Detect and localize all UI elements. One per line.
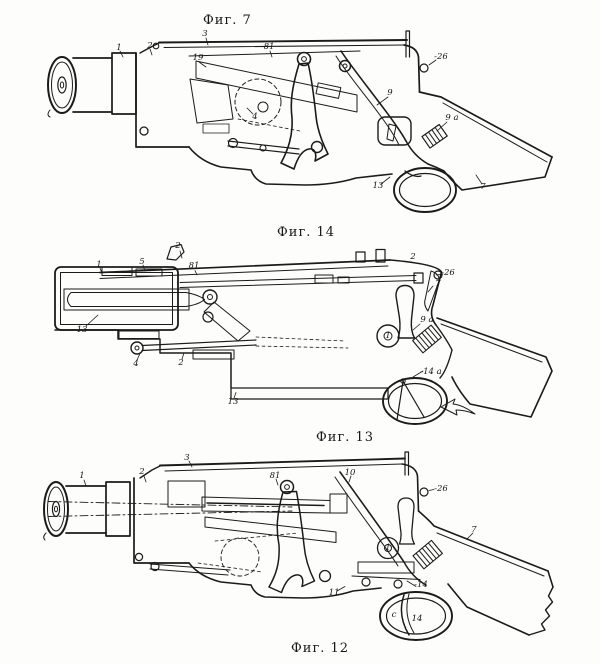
- serrated-thumb-piece: [422, 125, 447, 149]
- part-label-7: 7: [480, 181, 486, 192]
- receiver-top-rail: [100, 245, 423, 288]
- part-label-26: -26: [441, 267, 455, 278]
- part-label-81: 81: [263, 41, 275, 52]
- part-label-4: 4: [252, 111, 258, 122]
- part-label-9a: 9 a: [420, 314, 434, 325]
- part-label-3: 3: [184, 452, 190, 463]
- part-label-9a: 9 a: [445, 112, 459, 123]
- part-label-7: 7: [435, 278, 441, 289]
- barrel: [66, 482, 130, 536]
- part-label-4: 4: [133, 358, 139, 369]
- part-label-81: 81: [269, 470, 281, 481]
- trigger-guard: [394, 168, 456, 212]
- trigger-guard: [383, 378, 447, 424]
- part-label-9: 9: [387, 87, 393, 98]
- figure-12-artwork: [0, 445, 600, 664]
- figure-caption: Фиг. 7: [203, 13, 252, 28]
- part-label-1: 1: [96, 259, 102, 270]
- part-label-2: 2: [139, 466, 145, 477]
- barrel: [73, 53, 136, 114]
- recoil-spring: [413, 540, 442, 568]
- part-label-5: 5: [139, 256, 145, 267]
- part-label-13: 13: [372, 180, 384, 191]
- part-label-2: 2: [175, 240, 181, 251]
- part-label-10: 10: [344, 467, 356, 478]
- part-label-13: 13: [76, 324, 88, 335]
- part-label-26: -26: [434, 483, 448, 494]
- part-label-2: 2: [410, 251, 416, 262]
- part-label-2: 2: [147, 40, 153, 51]
- leader-lines: [120, 38, 482, 184]
- part-label-1: 1: [116, 42, 122, 53]
- part-label-14a: -14 a: [420, 366, 442, 377]
- part-label-7: 7: [471, 524, 477, 535]
- part-label-с: с: [391, 609, 397, 620]
- recoil-spring: [413, 325, 442, 353]
- figure-caption: Фиг. 12: [291, 641, 350, 656]
- part-label-26: -26: [434, 51, 448, 62]
- part-label-14: -14: [414, 579, 428, 590]
- figure-14-artwork: [0, 220, 600, 450]
- part-label-81: 81: [188, 260, 200, 271]
- stock: [419, 511, 554, 635]
- muzzle-cap-icon: [48, 57, 76, 117]
- part-label-11: 11: [328, 587, 340, 598]
- receiver-plate: [136, 53, 189, 147]
- receiver-plate: [134, 478, 189, 563]
- figure-14-13-drawing: [0, 220, 600, 450]
- bolt-mechanism: [189, 51, 447, 169]
- figure-7-drawing: [0, 0, 600, 220]
- part-label-1: 1: [385, 542, 391, 553]
- part-label-1: 1: [79, 470, 85, 481]
- bolt-mechanism: [150, 481, 442, 593]
- muzzle-cap-icon: [44, 482, 68, 540]
- part-label-19: 19: [192, 52, 204, 63]
- figure-caption: Фиг. 14: [277, 225, 336, 240]
- figure-caption: Фиг. 13: [316, 430, 375, 445]
- part-label-2: 2: [178, 357, 184, 368]
- figure-7-artwork: [0, 0, 600, 220]
- part-label-3: 3: [202, 28, 208, 39]
- part-label-13: 13: [227, 396, 239, 407]
- part-label-1: 1: [385, 330, 391, 341]
- barrel-jacket-section: [55, 267, 205, 330]
- figure-12-drawing: [0, 445, 600, 664]
- part-label-14: 14: [411, 613, 423, 624]
